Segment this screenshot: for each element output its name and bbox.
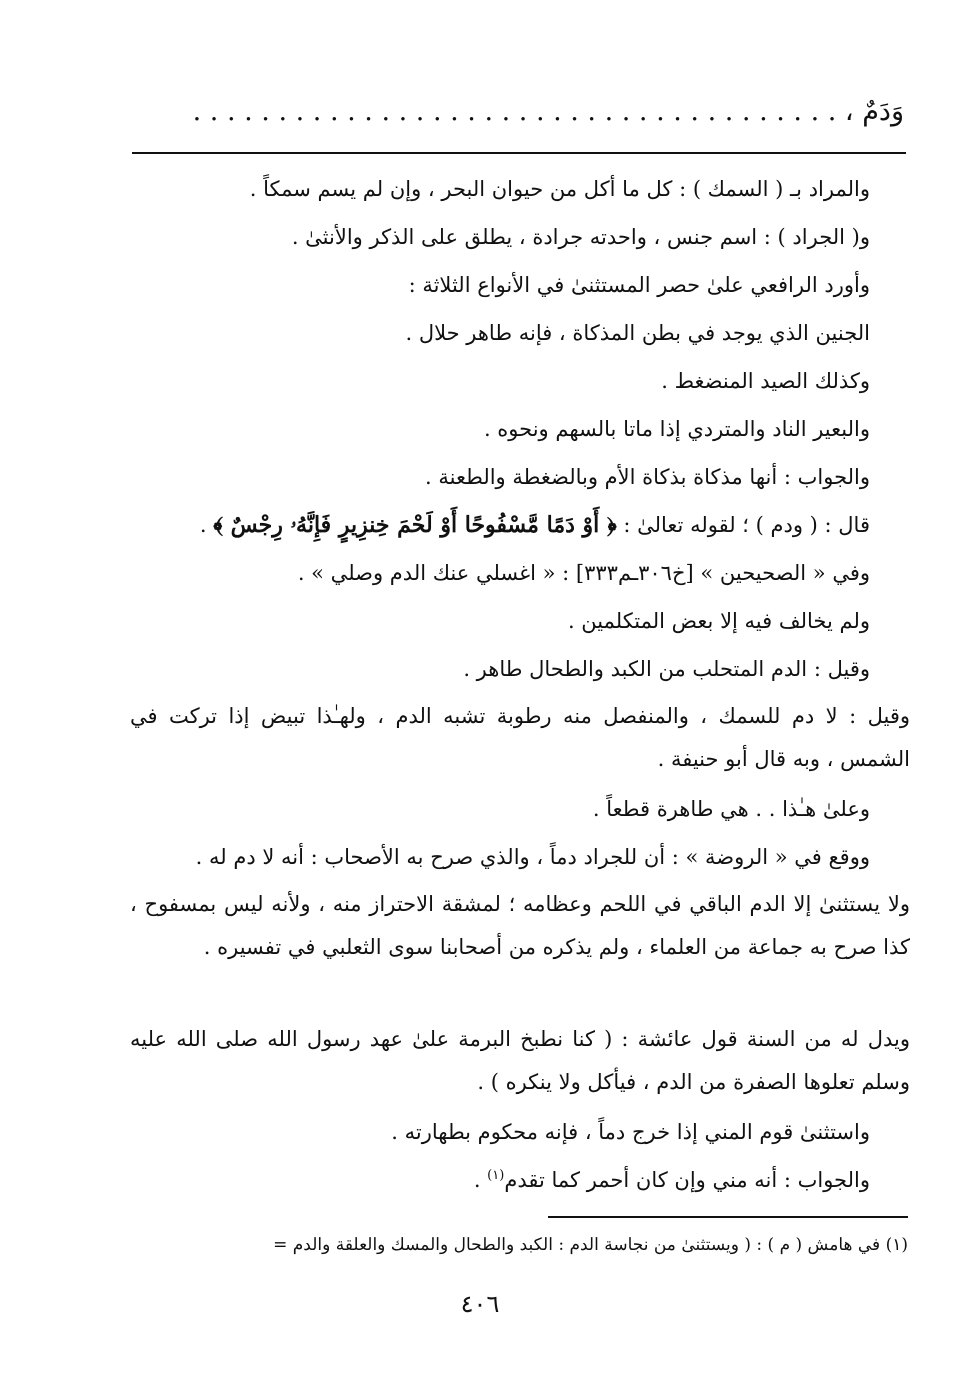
text-line: واستثنىٰ قوم المني إذا خرج دماً ، فإنه محكوم بطهارته .	[391, 1120, 870, 1144]
text-line: وفي « الصحيحين » [خ٣٠٦ـم٣٣٣] : « اغسلي عنك الدم وصلي » .	[297, 561, 870, 585]
text-line: وعلىٰ هـٰذا . . هي طاهرة قطعاً .	[592, 797, 870, 821]
quran-citation-line	[130, 501, 870, 549]
page-number: ٤٠٦	[460, 1290, 500, 1318]
main-text	[130, 165, 910, 1204]
text-segment: .	[473, 1168, 488, 1192]
paragraph: وقيل : لا دم للسمك ، والمنفصل منه رطوبة تشبه الدم ، ولهـٰذا تبيض إذا تركت في الشمس ، وبه قال أبو حنيفة .	[130, 704, 910, 771]
running-header: وَدَمٌ ، . . . . . . . . . . . . . . . . . . . . . . . . . . . . . . . . . . . . . .	[192, 96, 904, 127]
footnote: (١) في هامش ( م ) : ( ويستثنىٰ من نجاسة الدم : الكبد والطحال والمسك والعلقة والدم =	[273, 1235, 908, 1255]
text-segment: والجواب : أنه مني وإن كان أحمر كما تقدم	[504, 1168, 870, 1192]
text-line: والمراد بـ ( السمك ) : كل ما أكل من حيوان البحر ، وإن لم يسم سمكاً .	[249, 177, 870, 201]
text-line: و( الجراد ) : اسم جنس ، واحدته جرادة ، يطلق على الذكر والأنثىٰ .	[291, 225, 870, 249]
text-segment: .	[199, 513, 214, 537]
text-line: والجواب : أنها مذكاة بذكاة الأم وبالضغطة والطعنة .	[425, 465, 870, 489]
footnote-marker[interactable]: (١)	[487, 1168, 505, 1183]
text-line: ولم يخالف فيه إلا بعض المتكلمين .	[567, 609, 870, 633]
text-line: وكذلك الصيد المنضغط .	[661, 369, 870, 393]
quran-verse: ﴿ أَوْ دَمًا مَّسْفُوحًا أَوْ لَحْمَ خِنزِيرٍ فَإِنَّهُۥ رِجْسٌ ﴾	[213, 512, 617, 538]
text-line-with-footnote	[130, 1156, 870, 1204]
paragraph: ولا يستثنىٰ إلا الدم الباقي في اللحم وعظامه ؛ لمشقة الاحتراز منه ، ولأنه ليس بمسفوح ، كذا صرح به جماعة من العلماء ، ولم يذكره من أصحابنا سوى الثعلبي في تفسيره .	[130, 892, 910, 959]
header-rule	[132, 152, 906, 154]
text-segment: قال : ( ودم ) ؛ لقوله تعالىٰ :	[616, 513, 870, 537]
footnote-rule	[548, 1216, 908, 1218]
text-line: وأورد الرافعي علىٰ حصر المستثنىٰ في الأنواع الثلاثة :	[408, 273, 870, 297]
text-line: ووقع في « الروضة » : أن للجراد دماً ، والذي صرح به الأصحاب : أنه لا دم له .	[195, 845, 870, 869]
text-line: وقيل : الدم المتحلب من الكبد والطحال طاهر .	[463, 657, 870, 681]
text-line: والبعير الناد والمتردي إذا ماتا بالسهم ونحوه .	[483, 417, 870, 441]
paragraph: ويدل له من السنة قول عائشة : ( كنا نطبخ البرمة علىٰ عهد رسول الله صلى الله عليه وسلم تعلوها الصفرة من الدم ، فيأكل ولا ينكره ) .	[130, 1027, 910, 1094]
text-line: الجنين الذي يوجد في بطن المذكاة ، فإنه طاهر حلال .	[405, 321, 870, 345]
